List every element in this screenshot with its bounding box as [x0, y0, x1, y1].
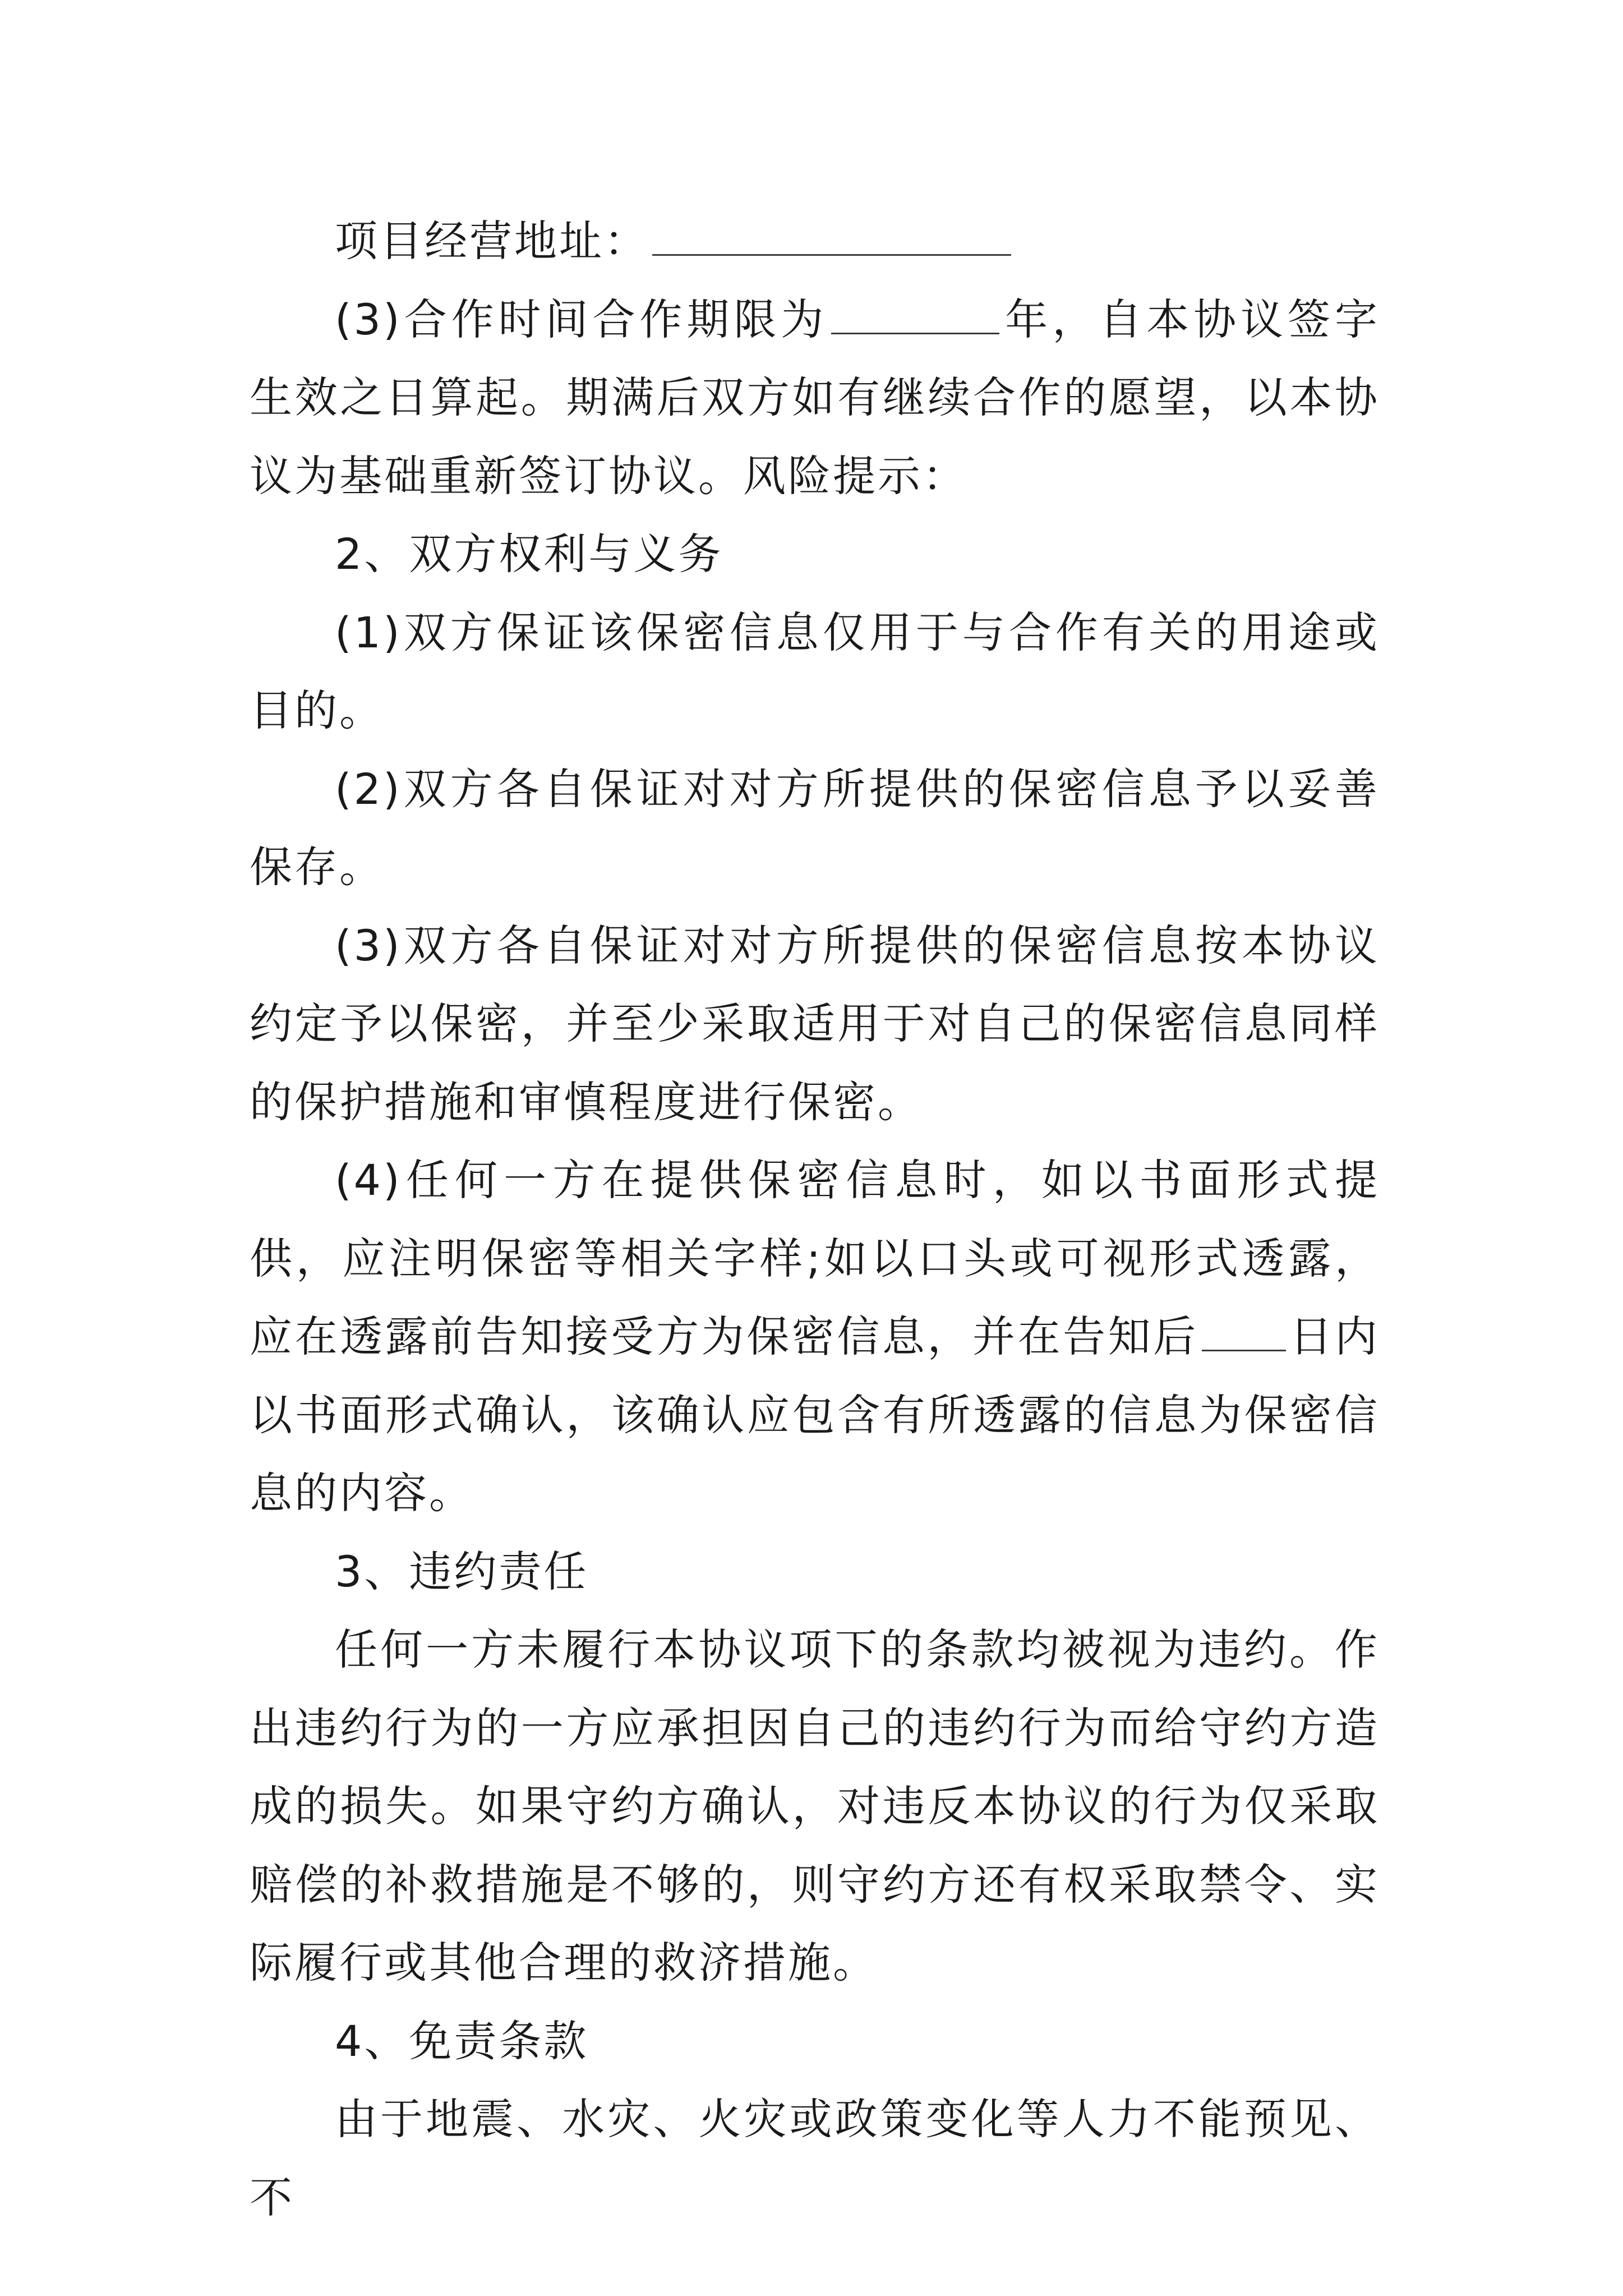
cooperation-years-blank: [831, 293, 999, 334]
section-3-paragraph: 任何一方未履行本协议项下的条款均被视为违约。作出违约行为的一方应承担因自己的违约行为而给守约方造成的损失。如果守约方确认，对违反本协议的行为仅采取赔偿的补救措施是不够的，则守约方还有权采取禁令、实际履行或其他合理的救济措施。: [250, 1625, 1380, 1987]
section-2-item-4: [250, 1141, 1380, 1533]
project-address-line: [250, 202, 1380, 280]
project-address-label: 项目经营地址：: [335, 216, 649, 266]
cooperation-period-text-after: 年，自本协议签字生效之日算起。期满后双方如有继续合作的愿望，以本协议为基础重新签订协议。风险提示：: [250, 294, 1380, 501]
document-body: [250, 202, 1380, 2237]
cooperation-period-text-before: (3)合作时间合作期限为: [335, 294, 828, 344]
section-2-heading: 2、双方权利与义务: [335, 529, 723, 579]
confirmation-days-blank: [1202, 1310, 1286, 1351]
section-2-item-1: (1)双方保证该保密信息仅用于与合作有关的用途或目的。: [250, 607, 1380, 735]
cooperation-period-paragraph: [250, 280, 1380, 516]
section-2-item-3: (3)双方各自保证对对方所提供的保密信息按本协议约定予以保密，并至少采取适用于对自己的保密信息同样的保护措施和审慎程度进行保密。: [250, 920, 1380, 1127]
section-2-item-2: (2)双方各自保证对对方所提供的保密信息予以妥善保存。: [250, 763, 1380, 892]
section-3-heading: 3、违约责任: [335, 1546, 589, 1596]
project-address-blank: [652, 215, 1011, 256]
section-4-heading: 4、免责条款: [335, 2016, 589, 2066]
section-2-item-4-text-before: (4)任何一方在提供保密信息时，如以书面形式提供，应注明保密等相关字样;如以口头或可视形式透露，应在透露前告知接受方为保密信息，并在告知后: [250, 1155, 1380, 1361]
section-2-item-4-text-after: 日内以书面形式确认，该确认应包含有所透露的信息为保密信息的内容。: [250, 1312, 1380, 1518]
section-4-paragraph: 由于地震、水灾、火灾或政策变化等人力不能预见、不: [250, 2094, 1380, 2223]
